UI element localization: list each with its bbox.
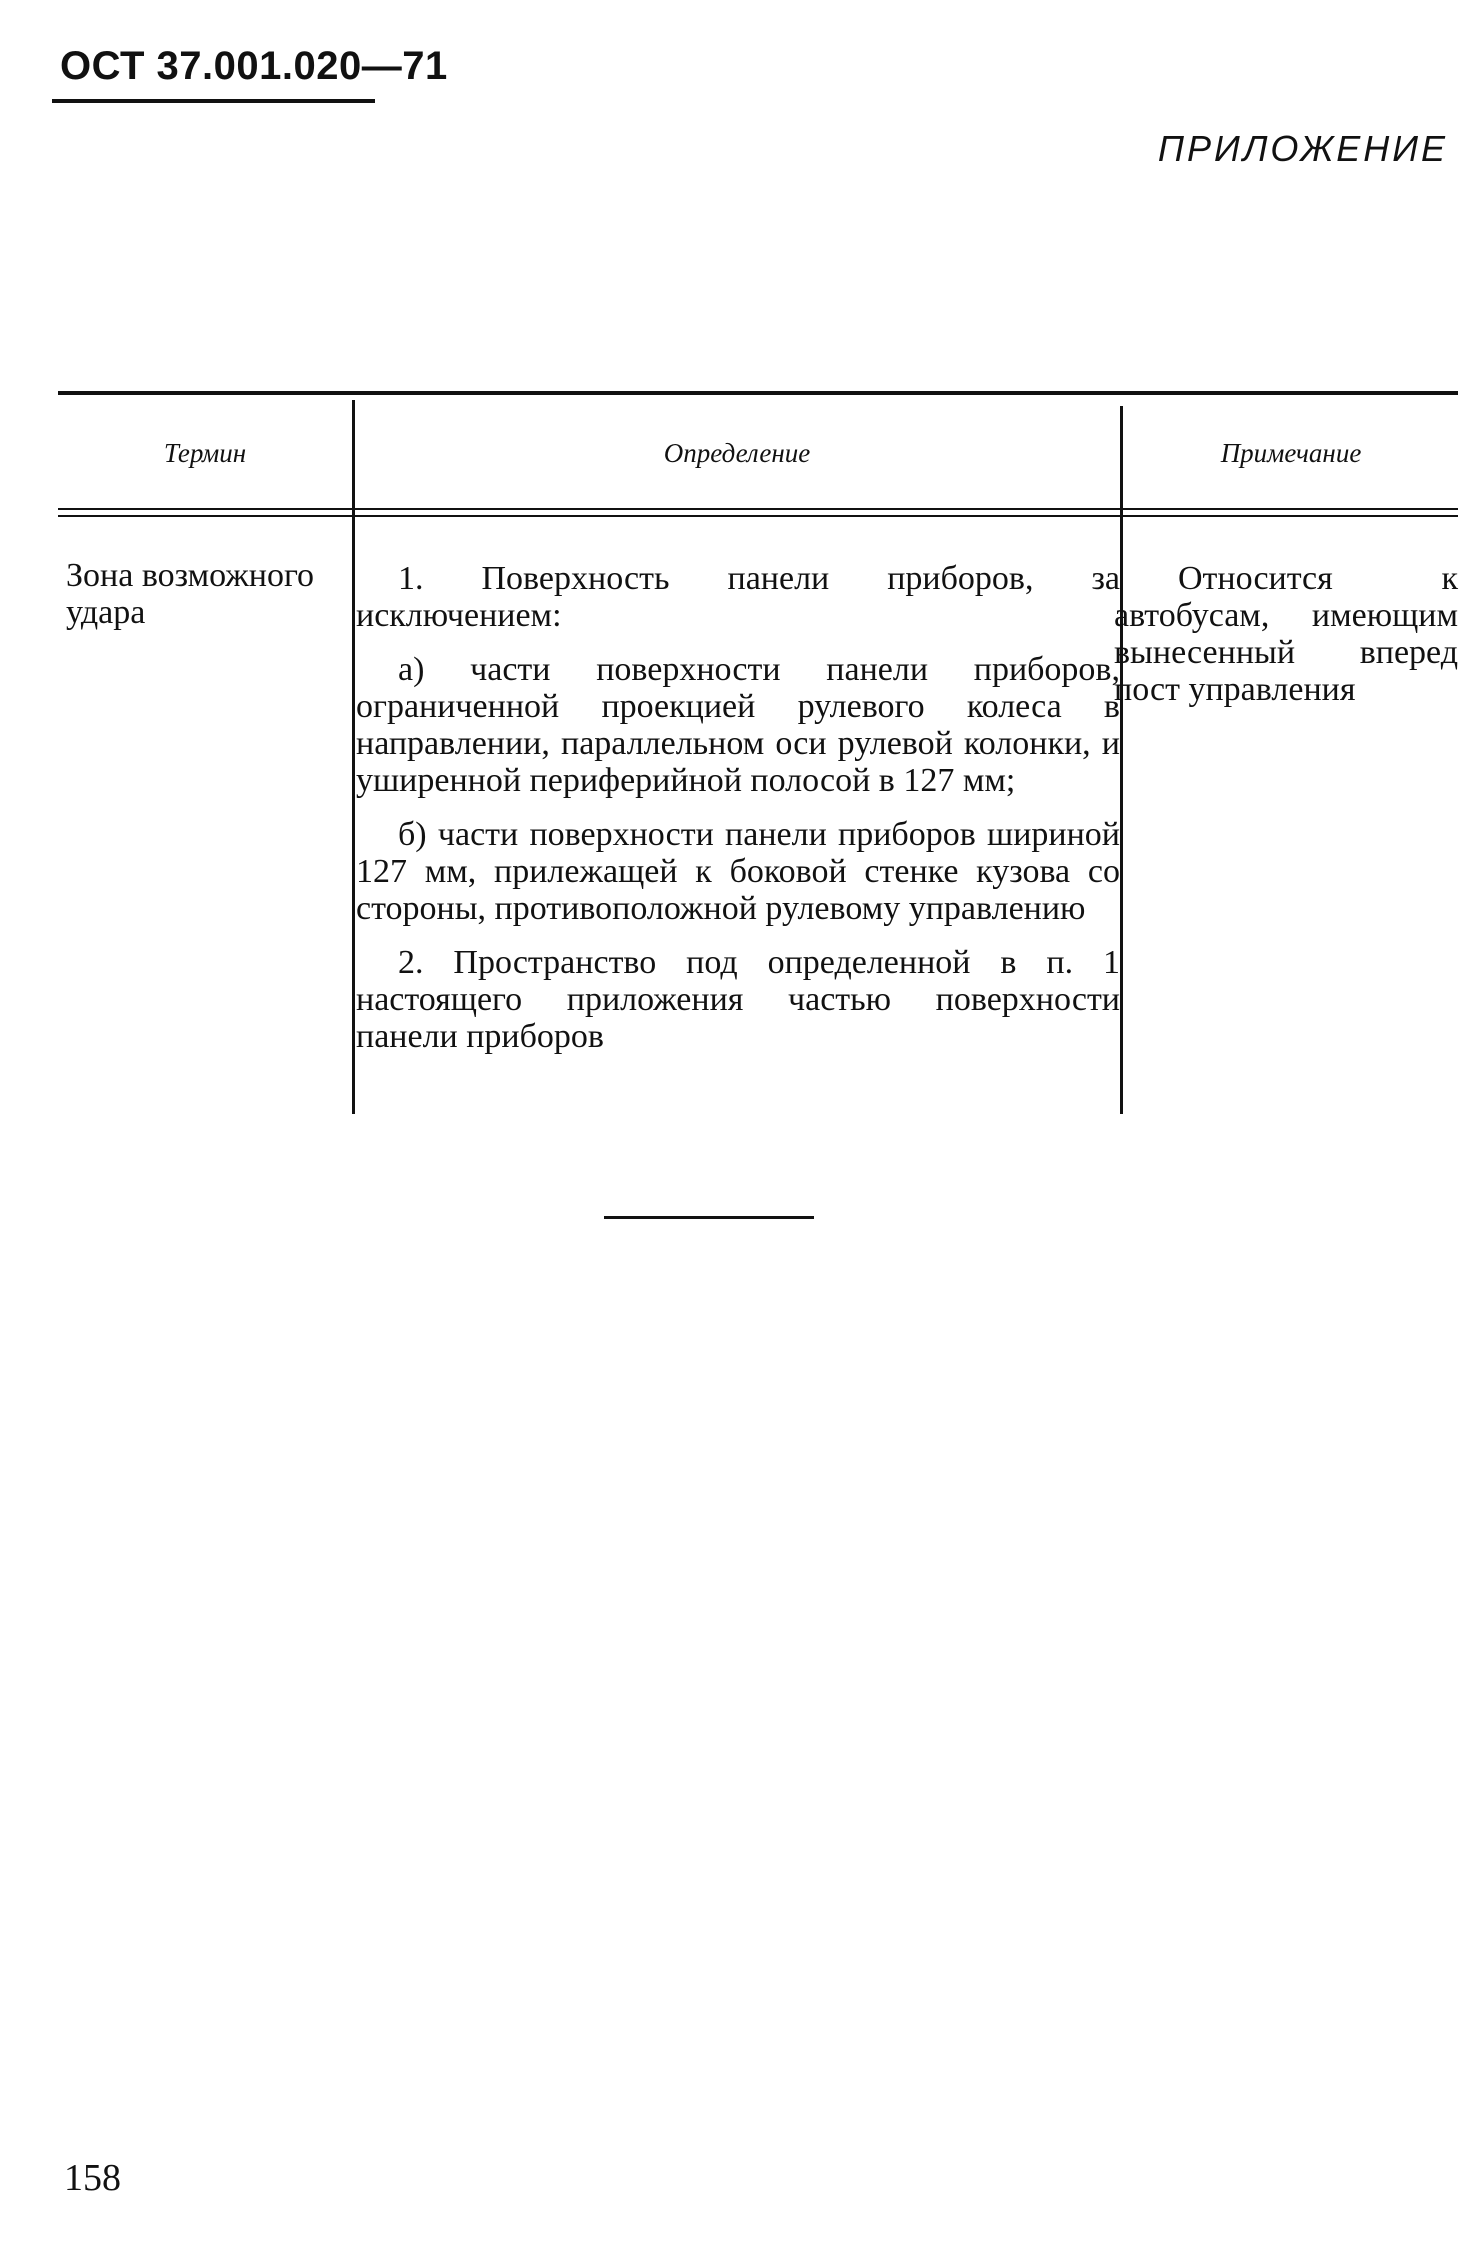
column-divider-left	[352, 400, 355, 1114]
table-top-rule	[58, 391, 1458, 395]
note-text: Относится к автобусам, имеющим вынесенный вперед пост управления	[1114, 560, 1458, 708]
page-number: 158	[64, 2157, 121, 2199]
table-header-rule-upper	[58, 508, 1458, 510]
definition-item-1: 1. Поверхность панели приборов, за исключением:	[356, 560, 1120, 634]
table-header-rule-lower	[58, 515, 1458, 517]
appendix-title: ПРИЛОЖЕНИЕ	[1157, 128, 1448, 169]
definition-item-1b: б) части поверхности панели приборов шириной 127 мм, прилежащей к боковой стенке кузова со стороны, противоположной рулевому управлению	[356, 816, 1120, 927]
document-code-underline	[52, 99, 375, 103]
definition-item-2: 2. Пространство под определенной в п. 1 настоящего приложения частью поверхности панели приборов	[356, 944, 1120, 1055]
header-definition: Определение	[663, 438, 811, 468]
note-cell	[1114, 560, 1458, 708]
term-text: Зона возможного удара	[66, 557, 315, 631]
definition-cell	[356, 560, 1120, 1072]
header-term: Термин	[163, 438, 247, 468]
definition-item-1a: а) части поверхности панели приборов, ограниченной проекцией рулевого колеса в направлении, параллельном оси рулевой колонки, и уширенной периферийной полосой в 127 мм;	[356, 651, 1120, 799]
term-cell	[66, 557, 342, 631]
header-note: Примечание	[1220, 438, 1362, 468]
document-code: ОСТ 37.001.020—71	[60, 44, 448, 88]
column-divider-right	[1120, 406, 1123, 1114]
end-of-section-rule	[604, 1216, 814, 1219]
